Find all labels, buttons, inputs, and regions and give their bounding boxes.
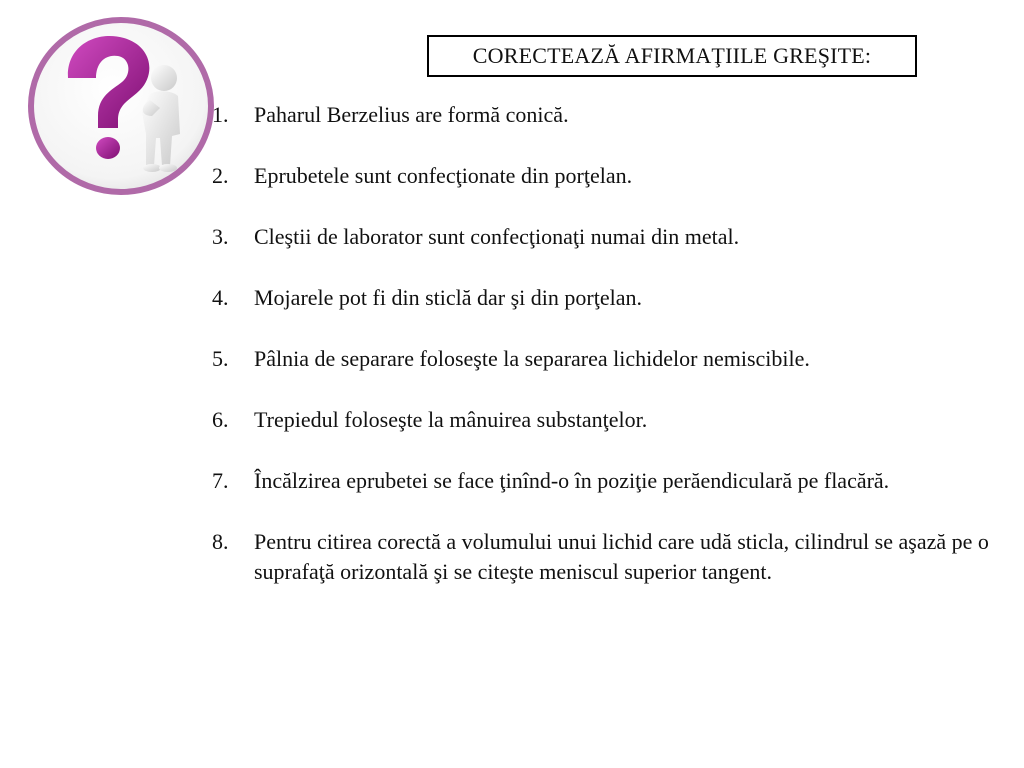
item-number: 7. — [212, 468, 229, 493]
item-text: Cleştii de laborator sunt confecţionaţi numai din metal. — [254, 224, 740, 249]
item-text: Paharul Berzelius are formă conică. — [254, 102, 569, 127]
item-text: Pâlnia de separare foloseşte la separarea lichidelor nemiscibile. — [254, 346, 810, 371]
list-item — [212, 161, 992, 191]
question-mark-dot — [96, 137, 120, 159]
item-number: 1. — [212, 102, 229, 127]
item-number: 8. — [212, 529, 229, 554]
item-text: Pentru citirea corectă a volumului unui lichid care udă sticla, cilindrul se aşază pe o suprafaţă orizontală şi se citeşte meniscul superior tangent. — [254, 529, 989, 584]
item-number: 6. — [212, 407, 229, 432]
page-title: CORECTEAZĂ AFIRMAŢIILE GREŞITE: — [427, 35, 917, 77]
item-text: Eprubetele sunt confecţionate din porţelan. — [254, 163, 633, 188]
list-item — [212, 100, 992, 130]
list-item — [212, 527, 992, 587]
item-number: 4. — [212, 285, 229, 310]
list-item — [212, 283, 992, 313]
statement-list — [212, 100, 992, 618]
item-number: 3. — [212, 224, 229, 249]
item-text: Mojarele pot fi din sticlă dar şi din porţelan. — [254, 285, 642, 310]
list-item — [212, 466, 992, 496]
list-item — [212, 405, 992, 435]
item-text: Încălzirea eprubetei se face ţinînd-o în poziţie perăendiculară pe flacără. — [254, 468, 890, 493]
list-item — [212, 222, 992, 252]
question-mark-figure-icon — [26, 16, 216, 196]
item-text: Trepiedul foloseşte la mânuirea substanţelor. — [254, 407, 648, 432]
list-item — [212, 344, 992, 374]
item-number: 5. — [212, 346, 229, 371]
item-number: 2. — [212, 163, 229, 188]
